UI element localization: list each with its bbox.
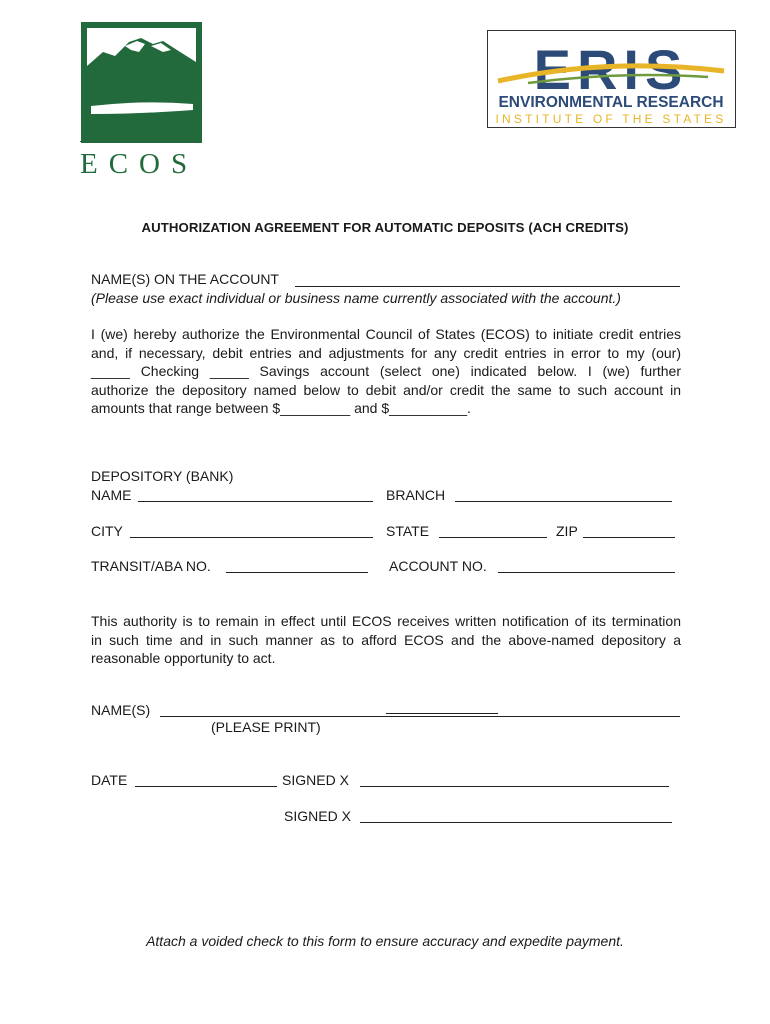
eris-line1: ENVIRONMENTAL RESEARCH [498, 94, 724, 111]
authorization-line: and, if necessary, debit entries and adjustments for any credit entries in error to my (our) [91, 344, 681, 361]
authorization-line: authorize the depository named below to debit and/or credit the same to such account in [91, 381, 681, 398]
bank-name-field[interactable] [138, 501, 373, 502]
names-field-mark [386, 713, 498, 714]
zip-field[interactable] [583, 537, 675, 538]
city-label: CITY [91, 523, 123, 539]
names-field[interactable] [160, 716, 680, 717]
ecos-mountain-graphic [81, 22, 202, 143]
signature-field-1[interactable] [360, 786, 669, 787]
account-no-label: ACCOUNT NO. [389, 558, 487, 574]
city-field[interactable] [130, 537, 373, 538]
date-field[interactable] [135, 786, 277, 787]
ecos-logo [81, 22, 202, 143]
branch-label: BRANCH [386, 487, 446, 503]
please-print-note: (PLEASE PRINT) [211, 719, 321, 735]
authority-line: in such time and in such manner as to afford ECOS and the above-named depository a [91, 631, 681, 648]
account-name-note: (Please use exact individual or business name currently associated with the account.) [91, 290, 621, 306]
transit-field[interactable] [226, 572, 368, 573]
footer-note: Attach a voided check to this form to ensure accuracy and expedite payment. [146, 933, 624, 949]
signed-label-2: SIGNED X [284, 808, 351, 824]
date-label: DATE [91, 772, 128, 788]
account-name-field[interactable] [295, 286, 680, 287]
eris-logo [487, 30, 736, 128]
signed-label-1: SIGNED X [282, 772, 349, 788]
authorization-line: amounts that range between $_________ and $__________. [91, 400, 471, 417]
branch-field[interactable] [455, 501, 672, 502]
state-label: STATE [386, 523, 430, 539]
account-no-field[interactable] [498, 572, 675, 573]
authority-line: This authority is to remain in effect until ECOS receives written notification of its termination [91, 613, 681, 629]
authority-line: reasonable opportunity to act. [91, 650, 276, 667]
names-label: NAME(S) [91, 702, 151, 718]
account-name-label: NAME(S) ON THE ACCOUNT [91, 271, 279, 287]
authorization-paragraph [91, 325, 681, 418]
signature-field-2[interactable] [360, 822, 672, 823]
zip-label: ZIP [556, 523, 578, 539]
state-field[interactable] [439, 537, 547, 538]
authorization-line: I (we) hereby authorize the Environmental Council of States (ECOS) to initiate credit entries [91, 326, 681, 342]
eris-line2: INSTITUTE OF THE STATES [495, 112, 727, 126]
transit-label: TRANSIT/ABA NO. [91, 558, 211, 574]
eris-logo-graphic [488, 31, 734, 126]
form-title: AUTHORIZATION AGREEMENT FOR AUTOMATIC DEPOSITS (ACH CREDITS) [141, 220, 629, 235]
depository-label: DEPOSITORY (BANK) [91, 468, 234, 484]
authorization-line: _____ Checking _____ Savings account (select one) indicated below. I (we) further [91, 363, 681, 380]
eris-letters: ERIS [533, 38, 689, 101]
bank-name-label: NAME [91, 487, 132, 503]
authority-paragraph [91, 612, 681, 668]
ecos-wordmark: ECOS [80, 148, 204, 181]
